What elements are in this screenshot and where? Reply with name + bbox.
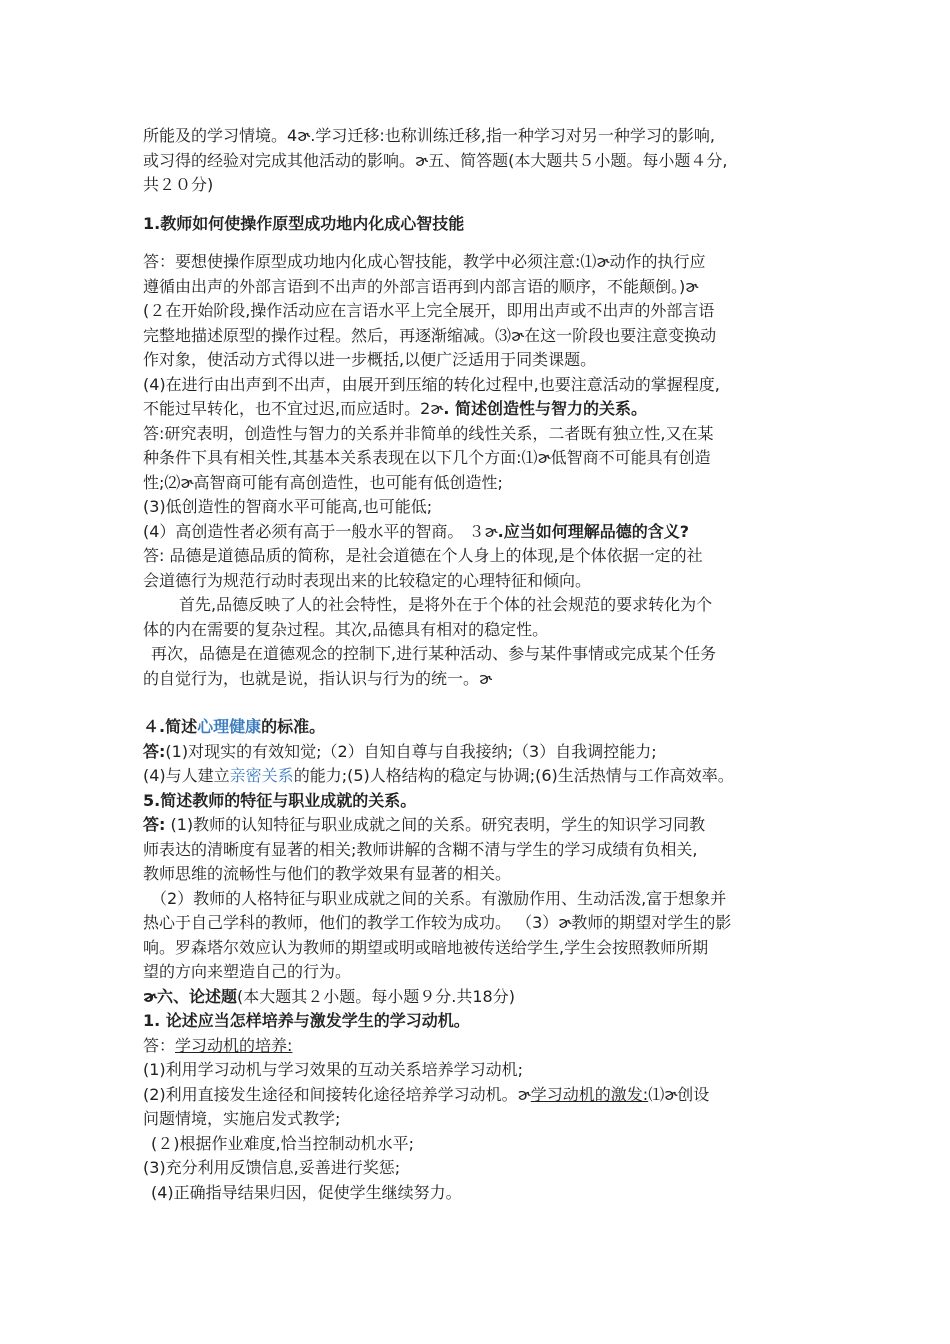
answer-line: 答: 品德是道德品质的简称，是社会道德在个人身上的体现,是个体依据一定的社 — [143, 546, 703, 565]
answer-line: 的自觉行为，也就是说，指认识与行为的统一。ɚ — [143, 668, 493, 688]
answer-line — [143, 740, 808, 765]
answer-line — [143, 813, 808, 838]
answer-line: 作对象，使活动方式得以进一步概括,以便广泛适用于同类课题。 — [143, 350, 597, 369]
answer-text: (1)对现实的有效知觉;（2）自知自尊与自我接纳;（3）自我调控能力; — [165, 741, 657, 761]
answer-line — [143, 397, 808, 422]
text-line: 所能及的学习情境。4ɚ.学习迁移:也称训练迁移,指一种学习对另一种学习的影响, — [143, 126, 715, 145]
answer-text: ⑴ɚ创设 — [648, 1084, 710, 1104]
answer-line: 答:研究表明，创造性与智力的关系并非简单的线性关系，二者既有独立性,又在某 — [143, 423, 714, 443]
question-2-title: . 简述创造性与智力的关系。 — [443, 399, 648, 418]
text-line: 或习得的经验对完成其他活动的影响。ɚ五、简答题(本大题共５小题。每小题４分, — [143, 150, 728, 170]
link-mental-health[interactable]: 心理健康 — [197, 717, 262, 736]
answer-line — [143, 1083, 808, 1108]
answer-text: (4)与人建立 — [143, 766, 230, 785]
answer-label: 答: — [143, 741, 166, 761]
answer-line: 会道德行为规范行动时表现出来的比较稳定的心理特征和倾向。 — [143, 570, 592, 590]
essay-1-title: 1. 论述应当怎样培养与激发学生的学习动机。 — [143, 1011, 470, 1030]
answer-label: 答: — [143, 815, 166, 834]
answer-line: (4)正确指导结果归因，促使学生继续努力。 — [151, 1182, 462, 1202]
text-line: 共２０分) — [143, 175, 214, 194]
answer-line: 师表达的清晰度有显著的相关;教师讲解的含糊不清与学生的学习成绩有负相关, — [143, 839, 698, 859]
answer-text: (1)教师的认知特征与职业成就之间的关系。研究表明，学生的知识学习同教 — [165, 815, 706, 834]
section-6-title — [143, 985, 808, 1010]
answer-line: 遵循由出声的外部言语到不出声的外部言语再到内部言语的顺序，不能颠倒。)ɚ — [143, 276, 699, 296]
underlined-heading: 学习动机的培养: — [175, 1035, 293, 1055]
answer-line: 体的内在需要的复杂过程。其次,品德具有相对的稳定性。 — [143, 619, 549, 639]
underlined-heading: 学习动机的激发: — [530, 1084, 649, 1104]
section-heading: ɚ六、论述题 — [143, 986, 238, 1006]
answer-line: (3)低创造性的智商水平可能高,也可能低; — [143, 497, 433, 516]
answer-line: 种条件下具有相关性,其基本关系表现在以下几个方面:⑴ɚ低智商不可能具有创造 — [143, 448, 711, 467]
question-5-title: 5.简述教师的特征与职业成就的关系。 — [143, 790, 417, 810]
section-note: (本大题其２小题。每小题９分.共18分) — [237, 986, 515, 1006]
answer-line — [143, 764, 808, 789]
answer-line: (２在开始阶段,操作活动应在言语水平上完全展开，即用出声或不出声的外部言语 — [143, 301, 715, 320]
answer-text: (4）高创造性者必须有高于一般水平的智商。 ３ɚ — [143, 521, 498, 541]
answer-line: 性;⑵ɚ高智商可能有高创造性，也可能有低创造性; — [143, 472, 503, 492]
answer-line: (4)在进行由出声到不出声，由展开到压缩的转化过程中,也要注意活动的掌握程度, — [143, 374, 720, 394]
title-text: ４.简述 — [143, 717, 198, 736]
answer-line — [143, 520, 808, 545]
answer-text: 答： — [143, 1035, 176, 1055]
answer-line: （2）教师的人格特征与职业成就之间的关系。有激励作用、生动活泼,富于想象并 — [151, 888, 727, 908]
answer-line — [143, 1034, 808, 1059]
answer-line: (２)根据作业难度,恰当控制动机水平; — [151, 1133, 414, 1153]
answer-text: (2)利用直接发生途径和间接转化途径培养学习动机。ɚ — [143, 1084, 531, 1104]
title-text: 的标准。 — [261, 717, 326, 736]
document-page — [143, 124, 808, 1205]
answer-line: 教师思维的流畅性与他们的教学效果有显著的相关。 — [143, 864, 512, 883]
question-4-title — [143, 715, 808, 740]
answer-text: 的能力;(5)人格结构的稳定与协调;(6)生活热情与工作高效率。 — [293, 766, 734, 785]
answer-line: 首先,品德反映了人的社会特性，是将外在于个体的社会规范的要求转化为个 — [179, 595, 713, 614]
question-1-title: 1.教师如何使操作原型成功地内化成心智技能 — [143, 213, 465, 233]
answer-line: (1)利用学习动机与学习效果的互动关系培养学习动机; — [143, 1060, 524, 1079]
answer-text: 不能过早转化，也不宜过迟,而应适时。2ɚ — [143, 399, 444, 418]
answer-line: 再次，品德是在道德观念的控制下,进行某种活动、参与某件事情或完成某个任务 — [151, 644, 717, 663]
answer-line: 完整地描述原型的操作过程。然后，再逐渐缩减。⑶ɚ在这一阶段也要注意变换动 — [143, 325, 717, 345]
answer-line: 热心于自己学科的教师，他们的教学工作较为成功。 （3）ɚ教师的期望对学生的影 — [143, 913, 732, 932]
answer-line: 问题情境，实施启发式教学; — [143, 1109, 341, 1128]
answer-line: (3)充分利用反馈信息,妥善进行奖惩; — [143, 1158, 401, 1177]
link-intimate-relationship[interactable]: 亲密关系 — [229, 766, 294, 785]
answer-line: 响。罗森塔尔效应认为教师的期望或明或暗地被传送给学生,学生会按照教师所期 — [143, 937, 709, 957]
answer-line: 望的方向来塑造自己的行为。 — [143, 962, 352, 981]
answer-line: 答：要想使操作原型成功地内化成心智技能，教学中必须注意:⑴ɚ动作的执行应 — [143, 252, 706, 271]
question-3-title: .应当如何理解品德的含义? — [497, 521, 689, 541]
